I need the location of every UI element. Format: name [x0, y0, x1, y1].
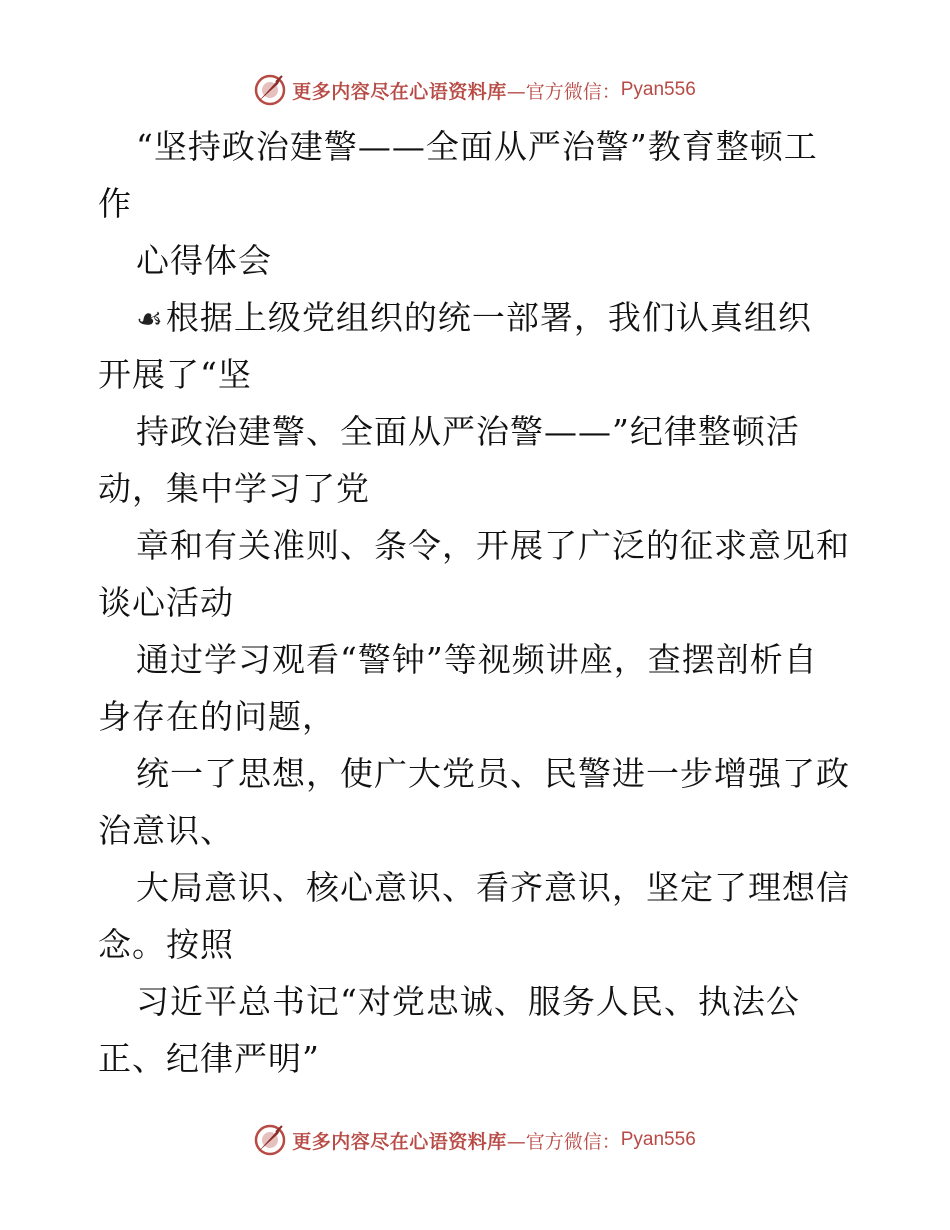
- paragraph-line: 通过学习观看“警钟”等视频讲座，查摆剖析自: [136, 640, 818, 679]
- footer-banner: [0, 1120, 950, 1160]
- paragraph-line: 大局意识、核心意识、看齐意识，坚定了理想信: [136, 868, 850, 907]
- paragraph-line: 动，集中学习了党: [98, 469, 370, 508]
- paragraph-line: 统一了思想，使广大党员、民警进一步增强了政: [136, 754, 850, 793]
- quill-logo-icon: [254, 74, 286, 106]
- title-line-2: 作: [98, 184, 132, 223]
- paragraph-line: ☙根据上级党组织的统一部署，我们认真组织: [98, 289, 858, 346]
- paragraph-line: 正、纪律严明”: [98, 1039, 320, 1078]
- paragraph-line: 开展了“坚: [98, 355, 252, 394]
- banner-wechat-id: Pyan556: [620, 1129, 696, 1150]
- paragraph-line: 习近平总书记“对党忠诚、服务人民、执法公: [136, 982, 800, 1021]
- document-body: [98, 118, 858, 1087]
- title-line-1: “坚持政治建警——全面从严治警”教育整顿工: [136, 127, 818, 166]
- banner-main-text: 更多内容尽在心语资料库: [292, 1130, 507, 1153]
- paragraph-line: 持政治建警、全面从严治警——”纪律整顿活: [136, 412, 800, 451]
- fleuron-icon: ☙: [136, 302, 164, 337]
- banner-sub-text: —官方微信：: [506, 1130, 621, 1153]
- paragraph-line: 章和有关准则、条令，开展了广泛的征求意见和: [136, 526, 850, 565]
- subtitle-line: 心得体会: [136, 241, 272, 280]
- banner-wechat-id: Pyan556: [620, 79, 696, 100]
- quill-logo-icon: [254, 1124, 286, 1156]
- paragraph-line: 谈心活动: [98, 583, 234, 622]
- paragraph-line: 身存在的问题，: [98, 697, 336, 736]
- header-banner: [0, 70, 950, 110]
- banner-main-text: 更多内容尽在心语资料库: [292, 80, 507, 103]
- paragraph-line: 念。按照: [98, 925, 234, 964]
- paragraph-line: 治意识、: [98, 811, 234, 850]
- banner-sub-text: —官方微信：: [506, 80, 621, 103]
